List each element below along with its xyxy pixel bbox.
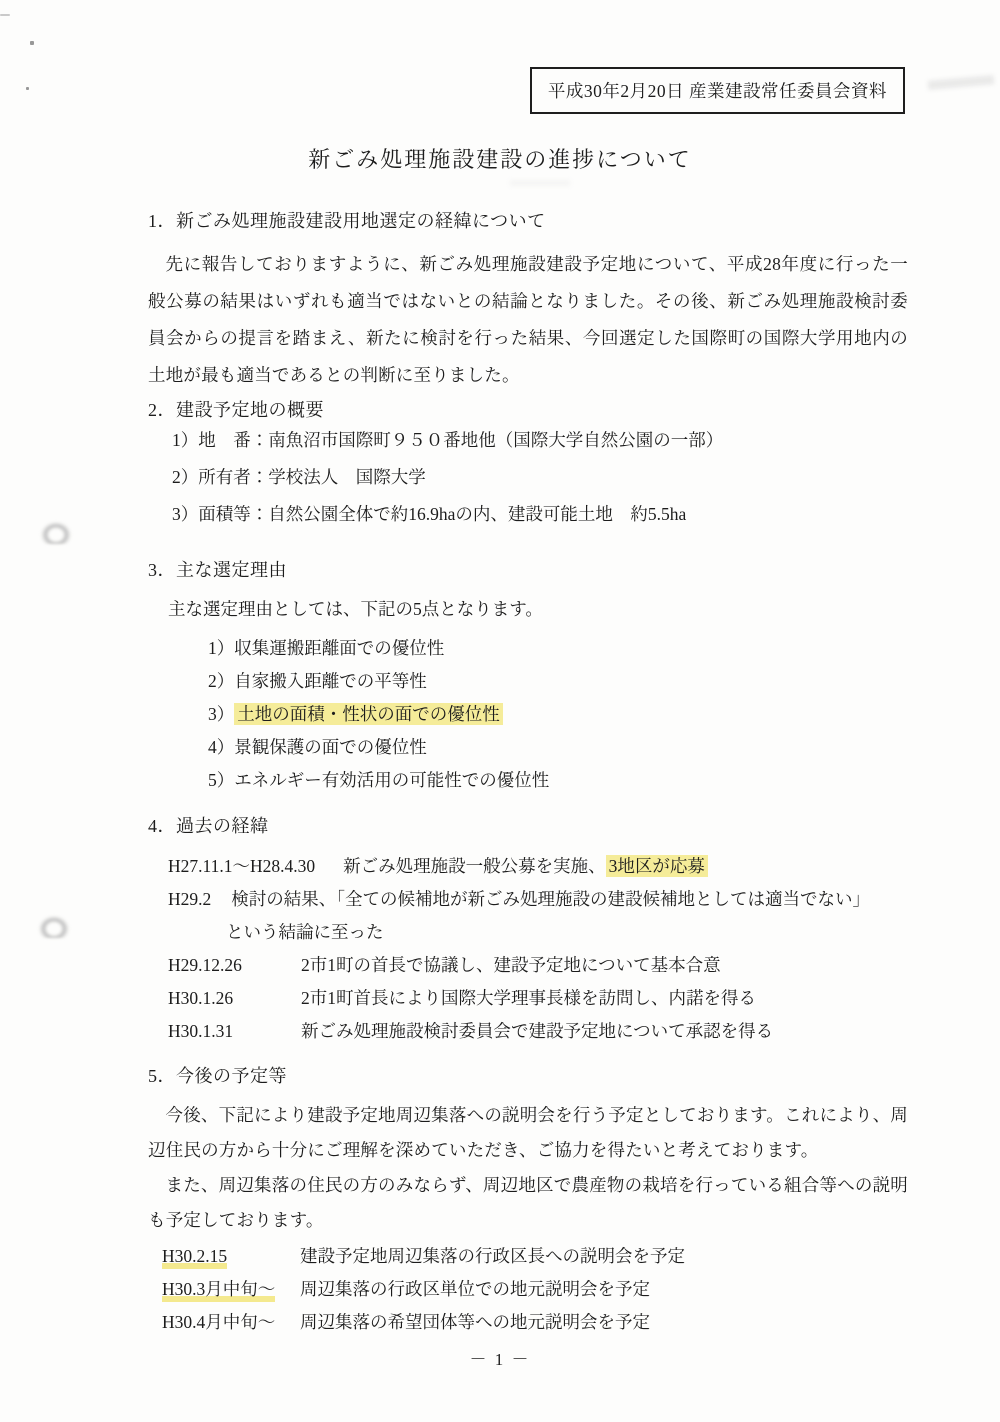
timeline-date: H30.1.26 <box>168 988 234 1008</box>
section5-heading: 5．今後の予定等 <box>148 1066 287 1086</box>
item-number: 2） <box>208 671 235 691</box>
header-date-label: 平成30年2月20日 産業建設常任委員会資料 <box>547 81 887 101</box>
scan-streak <box>928 75 995 90</box>
timeline-text-continuation: という結論に至った <box>226 922 384 942</box>
item-number: 4） <box>208 737 235 757</box>
schedule-row <box>162 1273 908 1306</box>
timeline-date: H30.1.31 <box>168 1021 234 1041</box>
list-item <box>208 731 908 764</box>
scan-streak <box>510 180 570 186</box>
section1-body: 先に報告しておりますように、新ごみ処理施設建設予定地について、平成28年度に行った一般公募の結果はいずれも適当ではないとの結論となりました。その後、新ごみ処理施設検討委員会からの提言を踏まえ、新たに検討を行った結果、今回選定した国際町の国際大学用地内の土地が最も適当であるとの判断に至りました。 <box>148 254 908 385</box>
punch-hole-shadow <box>30 892 78 938</box>
header-date-box <box>530 67 905 114</box>
page-number: － 1 － <box>469 1350 531 1369</box>
list-item <box>208 665 908 698</box>
section-future-plans <box>148 1062 908 1339</box>
schedule-rows <box>162 1240 908 1339</box>
item-text: 景観保護の面での優位性 <box>234 737 427 757</box>
document-title: 新ごみ処理施設建設の進捗について <box>308 147 692 172</box>
site-area: 3）面積等：自然公園全体で約16.9haの内、建設可能土地 約5.5ha <box>172 504 687 524</box>
schedule-date <box>162 1240 300 1273</box>
schedule-text: 周辺集落の希望団体等への地元説明会を予定 <box>300 1312 650 1332</box>
section3-intro: 主な選定理由としては、下記の5点となります。 <box>168 599 543 619</box>
schedule-date-underlined: H30.2.15 <box>162 1246 227 1269</box>
section-planned-site-overview <box>148 396 908 533</box>
timeline-text: 2市1町首長により国際大学理事長様を訪問し、内諾を得る <box>301 988 756 1008</box>
section-selection-reasons <box>148 556 908 797</box>
schedule-row <box>162 1240 908 1273</box>
section-site-selection-history <box>148 207 908 394</box>
timeline-row <box>168 982 908 1015</box>
schedule-text: 建設予定地周辺集落の行政区長への説明会を予定 <box>300 1246 685 1266</box>
list-item <box>208 764 908 797</box>
schedule-date <box>162 1273 300 1306</box>
section-past-timeline <box>148 812 908 1048</box>
section4-heading: 4．過去の経緯 <box>148 816 269 836</box>
schedule-date: H30.4月中旬～ <box>162 1312 276 1332</box>
site-lot-number: 1）地 番：南魚沼市国際町９５０番地他（国際大学自然公園の一部） <box>172 430 724 450</box>
scan-speck <box>30 41 34 45</box>
list-item <box>208 698 908 731</box>
schedule-row <box>162 1306 908 1339</box>
punch-hole-shadow <box>32 498 80 544</box>
timeline-row <box>168 883 908 916</box>
schedule-text: 周辺集落の行政区単位での地元説明会を予定 <box>300 1279 650 1299</box>
timeline-date: H27.11.1～H28.4.30 <box>168 856 316 876</box>
site-owner: 2）所有者：学校法人 国際大学 <box>172 467 426 487</box>
section2-heading: 2．建設予定地の概要 <box>148 400 324 420</box>
timeline-text-highlighted: 3地区が応募 <box>606 855 708 877</box>
scan-speck <box>26 87 29 90</box>
timeline-rows <box>168 850 908 1048</box>
timeline-text: 2市1町の首長で協議し、建設予定地について基本合意 <box>301 955 721 975</box>
item-text: エネルギー有効活用の可能性での優位性 <box>234 770 550 790</box>
scan-speck <box>0 14 10 16</box>
selection-reason-list <box>208 632 908 797</box>
timeline-date: H29.2 <box>168 889 212 909</box>
list-item <box>208 632 908 665</box>
item-text-highlighted: 土地の面積・性状の面での優位性 <box>234 703 503 725</box>
section5-paragraph2: また、周辺集落の住民の方のみならず、周辺地区で農産物の栽培を行っている組合等への説明も予定しております。 <box>148 1175 908 1230</box>
section5-paragraph1: 今後、下記により建設予定地周辺集落への説明会を行う予定としております。これにより、周辺住民の方から十分にご理解を深めていただき、ご協力を得たいと考えております。 <box>148 1105 908 1160</box>
timeline-row <box>168 850 908 883</box>
item-number: 3） <box>208 704 235 724</box>
item-text: 収集運搬距離面での優位性 <box>234 638 445 658</box>
timeline-text: 新ごみ処理施設検討委員会で建設予定地について承認を得る <box>301 1021 774 1041</box>
item-number: 5） <box>208 770 235 790</box>
item-text: 自家搬入距離での平等性 <box>234 671 427 691</box>
timeline-date: H29.12.26 <box>168 955 242 975</box>
timeline-text: 新ごみ処理施設一般公募を実施、 <box>343 856 606 876</box>
section1-heading: 1．新ごみ処理施設建設用地選定の経緯について <box>148 211 546 231</box>
timeline-text: 検討の結果、「全ての候補地が新ごみ処理施設の建設候補地としては適当でない」 <box>231 889 871 909</box>
section3-heading: 3．主な選定理由 <box>148 560 287 580</box>
schedule-date-underlined: H30.3月中旬～ <box>162 1279 275 1302</box>
timeline-row <box>168 1015 908 1048</box>
timeline-row <box>168 949 908 982</box>
item-number: 1） <box>208 638 235 658</box>
